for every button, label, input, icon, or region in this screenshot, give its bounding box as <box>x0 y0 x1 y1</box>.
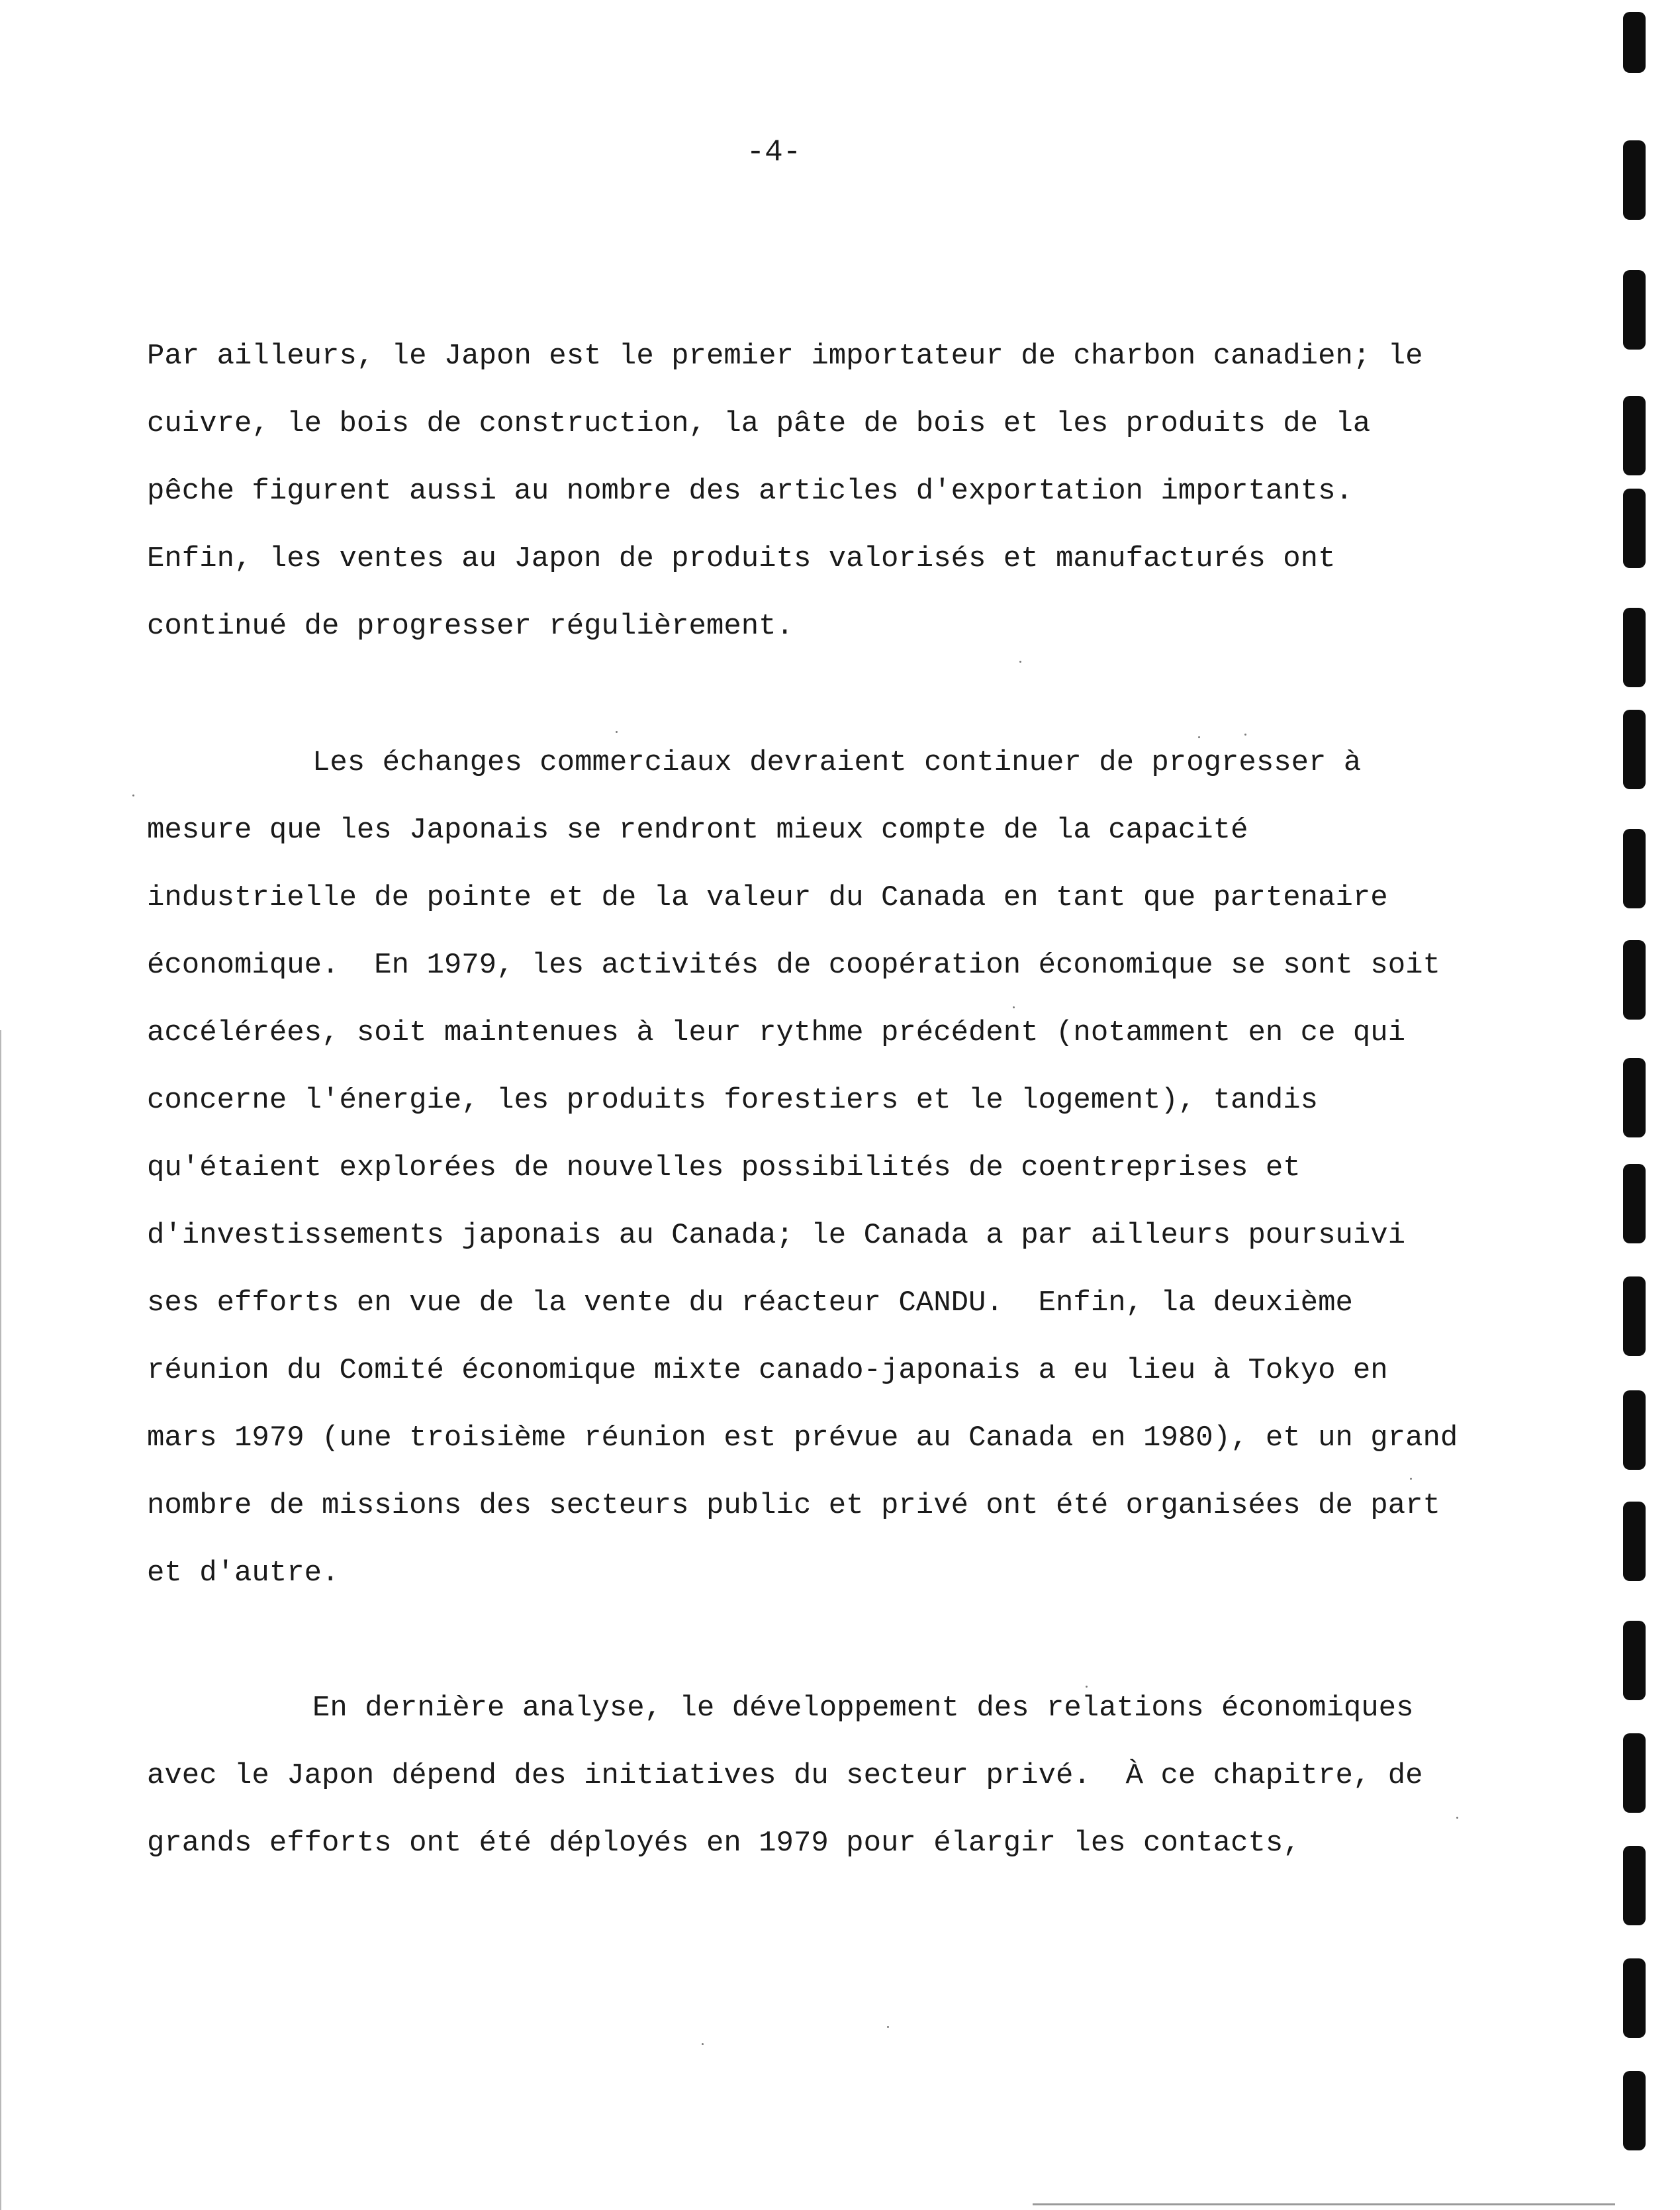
binding-hole <box>1623 12 1646 73</box>
left-margin-rule <box>0 1030 1 2210</box>
binding-hole <box>1623 940 1646 1020</box>
paragraph-1-line-2: cuivre, le bois de construction, la pâte de bois et les produits de la <box>147 407 1371 440</box>
binding-hole <box>1623 1390 1646 1470</box>
binding-hole <box>1623 140 1646 220</box>
paragraph-2-line-10: réunion du Comité économique mixte canado-japonais a eu lieu à Tokyo en <box>147 1354 1388 1387</box>
scan-speck <box>132 794 134 796</box>
paragraph-1-line-1: Par ailleurs, le Japon est le premier importateur de charbon canadien; le <box>147 340 1423 373</box>
binding-hole <box>1623 1502 1646 1581</box>
scan-speck <box>702 2043 704 2045</box>
binding-hole <box>1623 396 1646 475</box>
paragraph-2-line-9: ses efforts en vue de la vente du réacteur CANDU. Enfin, la deuxième <box>147 1286 1353 1320</box>
binding-hole <box>1623 608 1646 687</box>
paragraph-1-line-3: pêche figurent aussi au nombre des articles d'exportation importants. <box>147 475 1353 508</box>
paragraph-2-line-1: Les échanges commerciaux devraient continuer de progresser à <box>312 746 1362 779</box>
paragraph-2-line-7: qu'étaient explorées de nouvelles possibilités de coentreprises et <box>147 1151 1301 1184</box>
paragraph-3-line-1: En dernière analyse, le développement des relations économiques <box>312 1692 1414 1725</box>
scan-speck <box>1019 661 1021 663</box>
scan-speck <box>616 731 618 733</box>
scan-speck <box>1456 1817 1458 1819</box>
paragraph-1-line-5: continué de progresser régulièrement. <box>147 610 794 643</box>
binding-hole <box>1623 1733 1646 1813</box>
page-number: -4- <box>746 135 802 169</box>
paragraph-3-line-3: grands efforts ont été déployés en 1979 pour élargir les contacts, <box>147 1827 1301 1860</box>
paragraph-2-line-2: mesure que les Japonais se rendront mieux compte de la capacité <box>147 814 1248 847</box>
binding-hole <box>1623 270 1646 350</box>
paragraph-2-line-5: accélérées, soit maintenues à leur rythme précédent (notamment en ce qui <box>147 1016 1406 1049</box>
binding-hole <box>1623 1621 1646 1700</box>
paragraph-2-line-13: et d'autre. <box>147 1557 340 1590</box>
paragraph-2-line-11: mars 1979 (une troisième réunion est prévue au Canada en 1980), et un grand <box>147 1421 1458 1455</box>
scan-speck <box>1244 734 1246 736</box>
paragraph-2-line-12: nombre de missions des secteurs public et privé ont été organisées de part <box>147 1489 1440 1522</box>
binding-hole <box>1623 2071 1646 2150</box>
paragraph-2-line-6: concerne l'énergie, les produits forestiers et le logement), tandis <box>147 1084 1319 1117</box>
binding-hole <box>1623 829 1646 908</box>
paragraph-2-line-4: économique. En 1979, les activités de coopération économique se sont soit <box>147 949 1440 982</box>
paragraph-1-line-4: Enfin, les ventes au Japon de produits valorisés et manufacturés ont <box>147 542 1336 575</box>
bottom-edge-rule <box>1033 2203 1615 2205</box>
scan-speck <box>887 2026 889 2028</box>
binding-hole <box>1623 489 1646 568</box>
paragraph-3-line-2: avec le Japon dépend des initiatives du secteur privé. À ce chapitre, de <box>147 1759 1423 1792</box>
binding-hole <box>1623 1058 1646 1137</box>
binding-hole <box>1623 710 1646 789</box>
binding-hole <box>1623 1164 1646 1243</box>
binding-hole <box>1623 1276 1646 1356</box>
binding-hole <box>1623 1846 1646 1925</box>
paragraph-2-line-8: d'investissements japonais au Canada; le Canada a par ailleurs poursuivi <box>147 1219 1406 1252</box>
paragraph-2-line-3: industrielle de pointe et de la valeur du Canada en tant que partenaire <box>147 881 1388 914</box>
binding-hole <box>1623 1958 1646 2038</box>
